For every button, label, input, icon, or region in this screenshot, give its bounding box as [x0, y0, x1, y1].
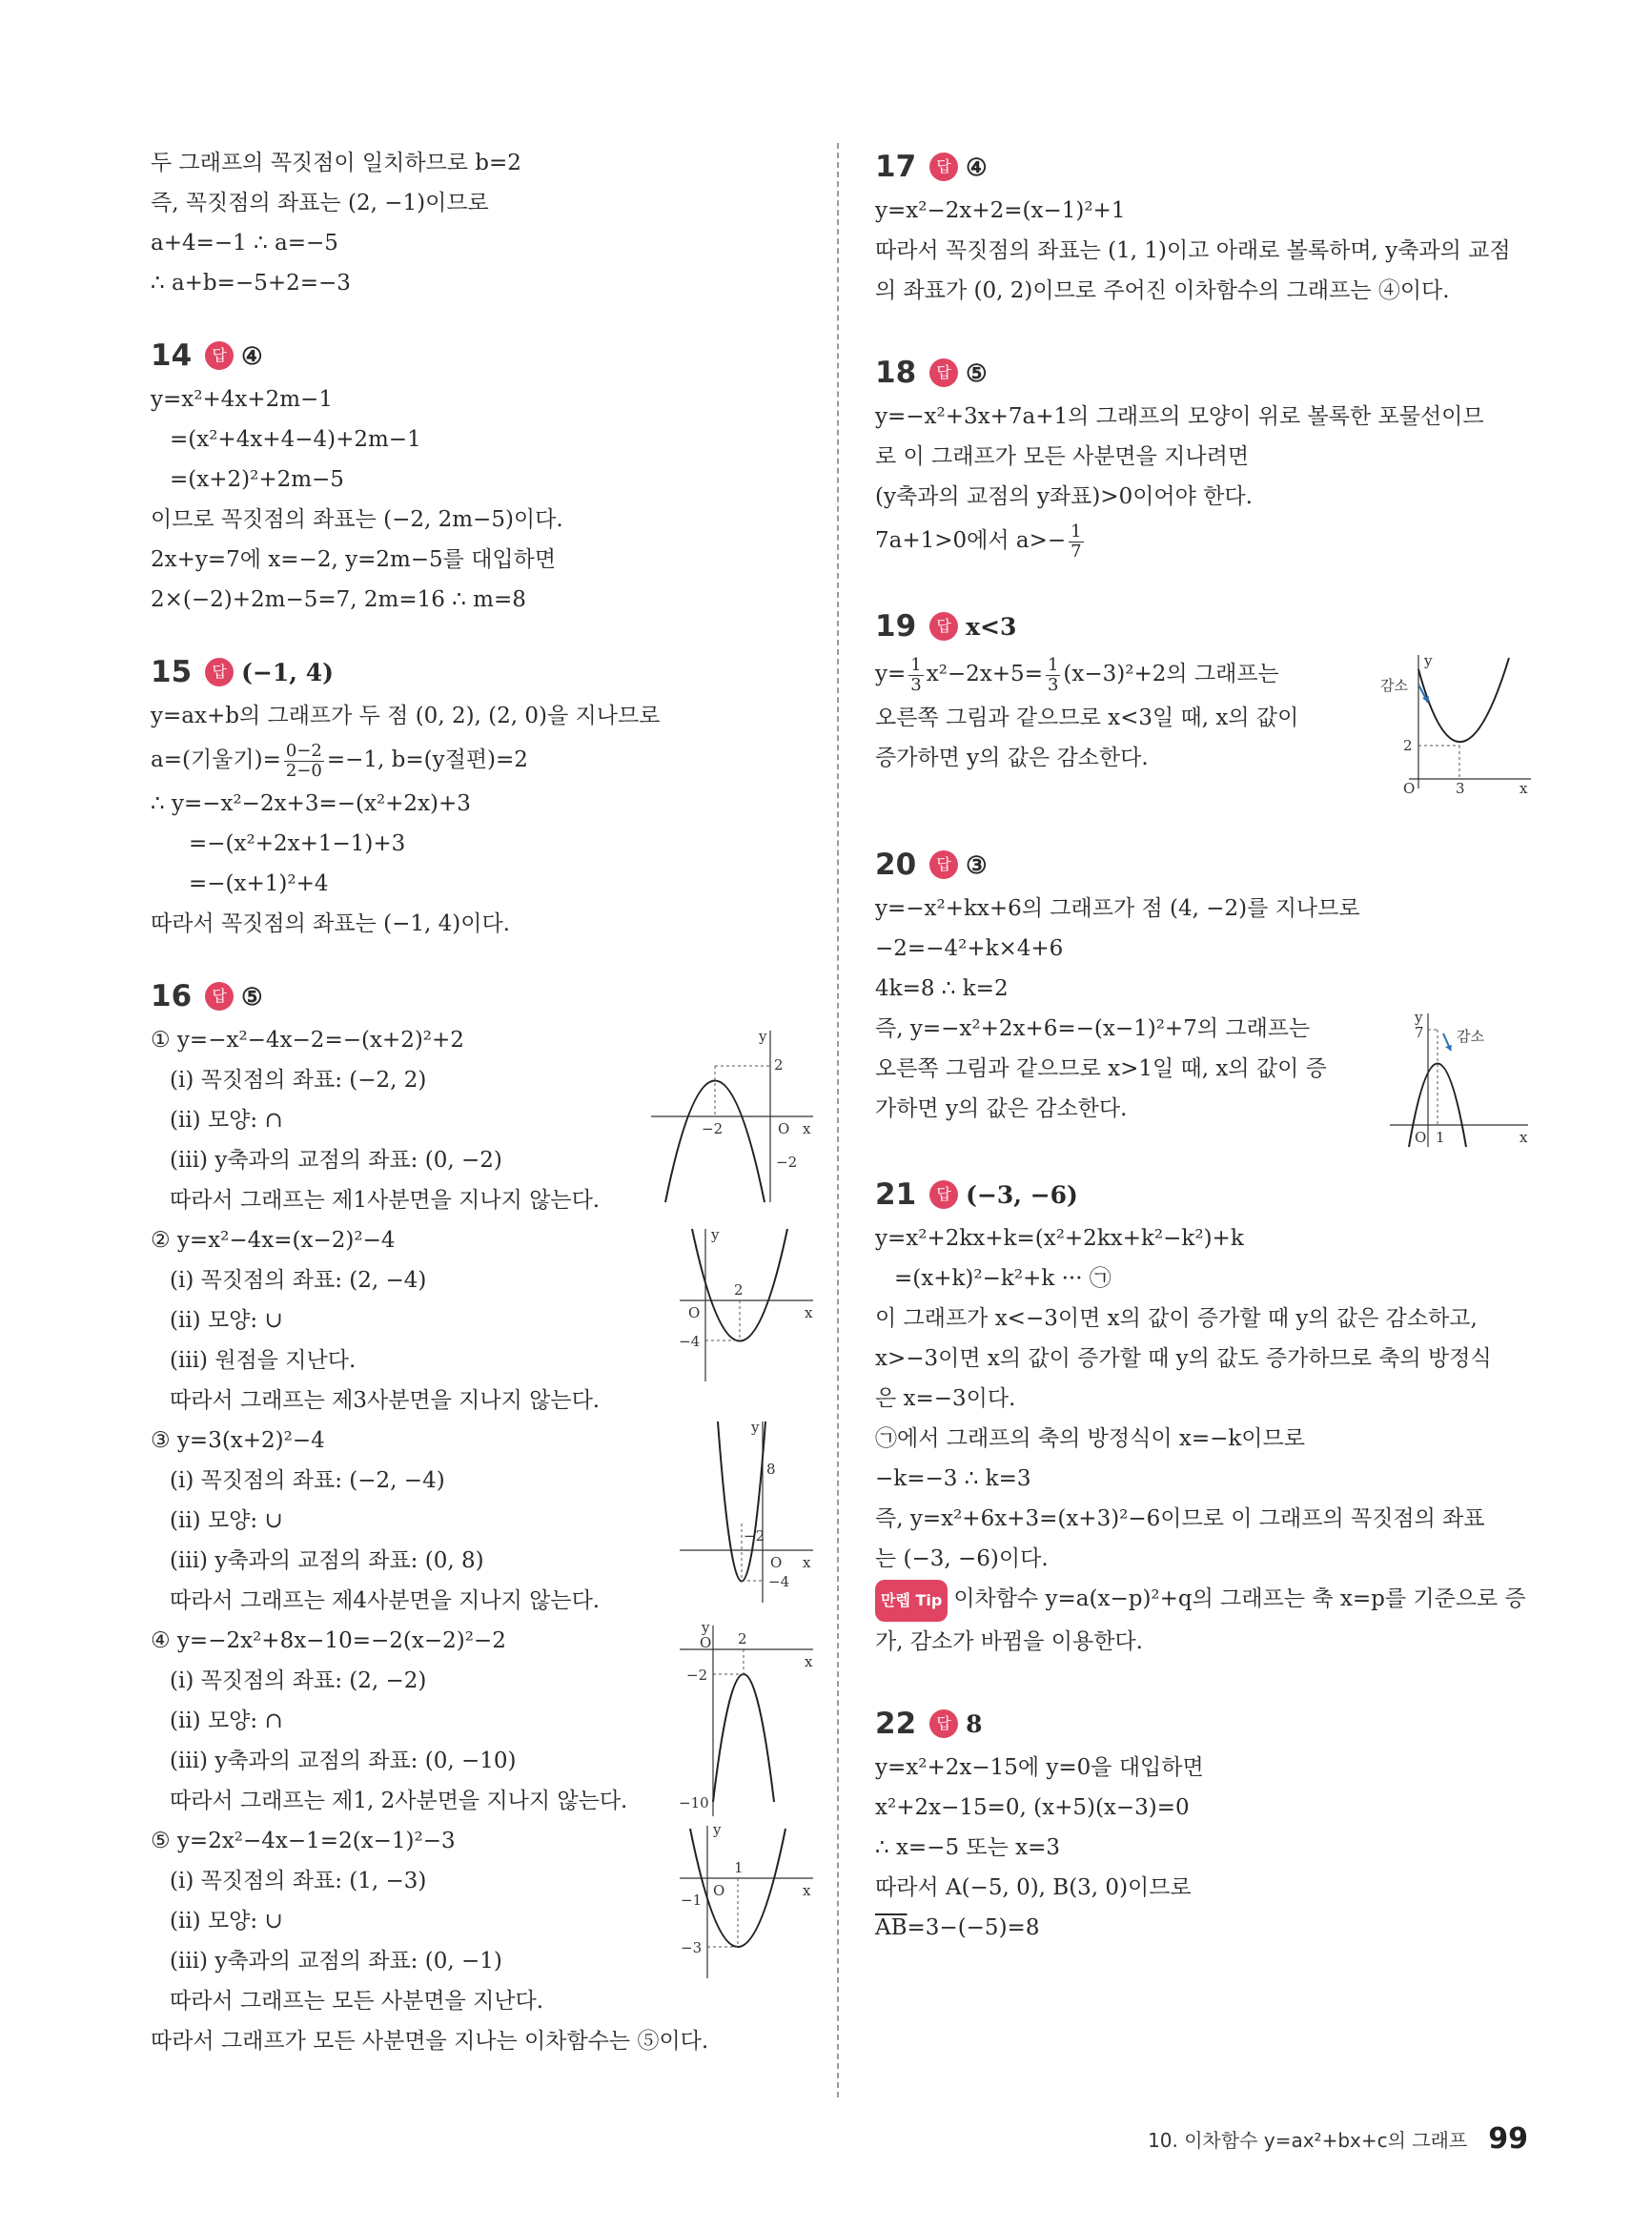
graph-label: −2	[776, 1154, 798, 1171]
solution-line: 이므로 꼭짓점의 좌표는 (−2, 2m−5)이다.	[151, 507, 563, 532]
problem-answer: ④	[241, 341, 263, 370]
text-segment: x²−2x+5=	[926, 662, 1043, 686]
graph-label: x	[1519, 1129, 1528, 1146]
solution-line	[875, 650, 1380, 698]
solution-line	[875, 517, 1533, 564]
tip-line	[875, 1579, 1533, 1622]
problem-answer: ⑤	[241, 982, 263, 1011]
graph-label: y	[1415, 1009, 1423, 1026]
problem-20-body	[875, 1009, 1533, 1152]
fraction-numerator: 1	[1047, 654, 1059, 675]
graph-label: −3	[681, 1939, 703, 1956]
answer-badge: 답	[205, 658, 234, 686]
graph-label: O	[700, 1634, 712, 1651]
choice-line: (ⅲ) y축과의 교점의 좌표: (0, −1)	[170, 1949, 502, 1974]
choice-equation: ⑤ y=2x²−4x−1=2(x−1)²−3	[151, 1829, 456, 1853]
choice-item-5	[151, 1821, 818, 2021]
text-segment: (x−3)²+2의 그래프는	[1063, 662, 1279, 686]
problem-number: 20	[875, 848, 917, 882]
graph-label: 2	[734, 1281, 744, 1299]
solution-line: ∴ y=−x²−2x+3=−(x²+2x)+3	[151, 791, 471, 816]
problem-number: 22	[875, 1707, 917, 1741]
choice-line: (ⅲ) y축과의 교점의 좌표: (0, −10)	[170, 1749, 517, 1773]
choice-equation: ① y=−x²−4x−2=−(x+2)²+2	[151, 1028, 464, 1053]
answer-badge: 답	[929, 1709, 958, 1738]
graph-label: 1	[1436, 1129, 1445, 1146]
graph-label: −2	[744, 1527, 765, 1545]
choice-line: (ⅲ) y축과의 교점의 좌표: (0, 8)	[170, 1548, 484, 1573]
problem-number: 14	[151, 338, 193, 373]
solution-line: 따라서 꼭짓점의 좌표는 (1, 1)이고 아래로 볼록하며, y축과의 교점	[875, 238, 1511, 263]
problem-answer: x<3	[966, 612, 1017, 641]
fraction-denominator: 3	[1047, 674, 1059, 695]
problem-14	[151, 332, 818, 620]
solution-line: (y축과의 교점의 y좌표)>0이어야 한다.	[875, 484, 1253, 509]
solution-line: 의 좌표가 (0, 2)이므로 주어진 이차함수의 그래프는 ④이다.	[875, 278, 1450, 303]
choice-line: (ⅰ) 꼭짓점의 좌표: (1, −3)	[170, 1869, 427, 1893]
choice-line: (ⅰ) 꼭짓점의 좌표: (−2, −4)	[170, 1468, 445, 1493]
answer-badge: 답	[929, 612, 958, 641]
problem-answer: ④	[966, 153, 988, 181]
solution-line: 4k=8 ∴ k=2	[875, 976, 1009, 1001]
graph-label: −2	[702, 1120, 724, 1137]
solution-line: 2x+y=7에 x=−2, y=2m−5를 대입하면	[151, 547, 557, 572]
problem-answer: ⑤	[966, 358, 988, 387]
text-segment: y=	[875, 662, 907, 686]
solution-line: 오른쪽 그림과 같으므로 x>1일 때, x의 값이 증	[875, 1056, 1327, 1081]
graph-choice-2	[675, 1224, 818, 1386]
fraction-denominator: 7	[1071, 541, 1082, 562]
right-column	[875, 143, 1533, 1948]
solution-line: =−(x+1)²+4	[189, 871, 329, 896]
problem-20	[875, 841, 1533, 1152]
choice-line: 따라서 그래프는 제3사분면을 지나지 않는다.	[170, 1388, 601, 1413]
choice-line: (ⅱ) 모양: ∪	[170, 1308, 283, 1333]
column-divider	[837, 143, 839, 2097]
problem-19	[875, 603, 1533, 793]
fraction	[284, 742, 324, 781]
problem-header	[151, 648, 818, 696]
problem-15	[151, 648, 818, 944]
graph-label: 2	[774, 1056, 784, 1074]
fraction-numerator: 0−2	[285, 740, 322, 761]
solution-line: 증가하면 y의 값은 감소한다.	[875, 746, 1149, 770]
tip-line: 가, 감소가 바뀜을 이용한다.	[875, 1629, 1143, 1654]
graph-choice-3	[675, 1417, 818, 1607]
solution-line: y=−x²+3x+7a+1의 그래프의 모양이 위로 볼록한 포물선이므	[875, 404, 1484, 429]
chapter-title: 10. 이차함수 y=ax²+bx+c의 그래프	[1148, 2129, 1468, 2152]
choice-item-1	[151, 1020, 818, 1220]
conclusion-line: 따라서 그래프가 모든 사분면을 지나는 이차함수는 ⑤이다.	[151, 2029, 709, 2054]
choice-line: (ⅱ) 모양: ∪	[170, 1508, 283, 1533]
solution-line: 따라서 꼭짓점의 좌표는 (−1, 4)이다.	[151, 911, 510, 936]
solution-line: x²+2x−15=0, (x+5)(x−3)=0	[875, 1795, 1190, 1820]
choice-line: (ⅰ) 꼭짓점의 좌표: (2, −2)	[170, 1668, 427, 1693]
intro-line: 두 그래프의 꼭짓점이 일치하므로 b=2	[151, 151, 521, 175]
problem-number: 19	[875, 609, 917, 644]
choice-line: (ⅱ) 모양: ∩	[170, 1708, 283, 1733]
problem-18	[875, 349, 1533, 564]
text-segment: a=(기울기)=	[151, 747, 281, 772]
graph-choice-1	[646, 1026, 818, 1207]
graph-label: O	[1415, 1129, 1427, 1146]
fraction-denominator: 2−0	[285, 760, 322, 781]
graph-label: 감소	[1457, 1028, 1484, 1045]
graph-label: x	[803, 1120, 811, 1137]
solution-line: =(x+2)²+2m−5	[170, 467, 344, 492]
solution-line: 가하면 y의 값은 감소한다.	[875, 1096, 1128, 1121]
solution-line: 즉, y=x²+6x+3=(x+3)²−6이므로 이 그래프의 꼭짓점의 좌표	[875, 1506, 1485, 1531]
problem-22	[875, 1700, 1533, 1948]
solution-line: =(x+k)²−k²+k ··· ㉠	[894, 1266, 1112, 1291]
problem-number: 17	[875, 150, 917, 184]
solution-line: 은 x=−3이다.	[875, 1386, 1016, 1411]
graph-choice-4	[675, 1621, 818, 1821]
answer-badge: 답	[929, 358, 958, 387]
problem-16	[151, 972, 818, 2061]
graph-label: O	[713, 1882, 725, 1899]
text-segment: =3−(−5)=8	[907, 1915, 1040, 1940]
intro-block	[151, 143, 818, 303]
graph-label: 감소	[1380, 677, 1408, 694]
solution-line: 이 그래프가 x<−3이면 x의 값이 증가할 때 y의 값은 감소하고,	[875, 1306, 1478, 1331]
left-column	[151, 143, 818, 2061]
problem-number: 16	[151, 979, 193, 1013]
fraction	[908, 656, 923, 695]
problem-header	[875, 841, 1533, 889]
page-footer	[1148, 2122, 1528, 2156]
solution-line: ∴ x=−5 또는 x=3	[875, 1835, 1061, 1860]
graph-label: O	[1403, 780, 1416, 793]
solution-line: 오른쪽 그림과 같으므로 x<3일 때, x의 값이	[875, 706, 1299, 730]
problem-number: 21	[875, 1177, 917, 1212]
choice-line: (ⅲ) y축과의 교점의 좌표: (0, −2)	[170, 1148, 502, 1173]
solution-line: 즉, y=−x²+2x+6=−(x−1)²+7의 그래프는	[875, 1016, 1311, 1041]
choice-item-4	[151, 1621, 818, 1821]
fraction	[1069, 522, 1083, 562]
problem-answer: (−1, 4)	[241, 658, 334, 686]
graph-problem-19	[1361, 650, 1533, 793]
text-segment: 7a+1>0에서 a>−	[875, 528, 1067, 553]
graph-label: y	[702, 1621, 710, 1636]
graph-label: −10	[679, 1794, 709, 1811]
graph-label: 7	[1415, 1024, 1424, 1041]
choice-line: (ⅰ) 꼭짓점의 좌표: (2, −4)	[170, 1268, 427, 1293]
graph-label: 2	[1403, 737, 1413, 754]
solution-line: x>−3이면 x의 값이 증가할 때 y의 값도 증가하므로 축의 방정식	[875, 1346, 1492, 1371]
fraction-denominator: 3	[910, 674, 922, 695]
graph-label: y	[751, 1419, 760, 1436]
graph-label: −1	[681, 1892, 703, 1909]
answer-badge: 답	[929, 850, 958, 879]
graph-label: x	[805, 1653, 813, 1670]
page-number: 99	[1488, 2122, 1528, 2156]
graph-problem-20	[1380, 1009, 1533, 1152]
choice-item-2	[151, 1220, 818, 1421]
graph-label: O	[688, 1304, 701, 1321]
graph-label: O	[770, 1554, 783, 1571]
solution-line: y=ax+b의 그래프가 두 점 (0, 2), (2, 0)을 지나므로	[151, 704, 661, 728]
choice-line: (ⅲ) 원점을 지난다.	[170, 1348, 357, 1373]
choice-line: (ⅱ) 모양: ∩	[170, 1108, 283, 1133]
choice-equation: ④ y=−2x²+8x−10=−2(x−2)²−2	[151, 1628, 506, 1653]
solution-line: 2×(−2)+2m−5=7, 2m=16 ∴ m=8	[151, 587, 526, 612]
fraction-numerator: 1	[910, 654, 922, 675]
problem-header	[875, 143, 1533, 191]
problem-number: 18	[875, 356, 917, 390]
solution-line: −k=−3 ∴ k=3	[875, 1466, 1031, 1491]
problem-header	[875, 349, 1533, 397]
graph-label: 2	[738, 1630, 747, 1647]
choice-line: 따라서 그래프는 모든 사분면을 지난다.	[170, 1989, 544, 2014]
answer-badge: 답	[205, 341, 234, 370]
choice-item-3	[151, 1421, 818, 1621]
solution-line: 따라서 A(−5, 0), B(3, 0)이므로	[875, 1875, 1192, 1900]
problem-header	[875, 603, 1533, 650]
graph-label: x	[805, 1304, 813, 1321]
fraction	[1046, 656, 1060, 695]
solution-line: y=x²−2x+2=(x−1)²+1	[875, 198, 1126, 223]
graph-choice-5	[675, 1821, 818, 1983]
graph-label: x	[803, 1554, 811, 1571]
graph-label: O	[778, 1120, 790, 1137]
intro-line: 즉, 꼭짓점의 좌표는 (2, −1)이므로	[151, 191, 489, 215]
solution-line: =−(x²+2x+1−1)+3	[189, 831, 406, 856]
answer-badge: 답	[929, 153, 958, 181]
problem-number: 15	[151, 655, 193, 689]
solution-line: −2=−4²+k×4+6	[875, 936, 1064, 961]
solution-line: 는 (−3, −6)이다.	[875, 1546, 1049, 1571]
problem-header	[151, 972, 818, 1020]
choice-line: 따라서 그래프는 제1사분면을 지나지 않는다.	[170, 1188, 601, 1213]
solution-line: ㉠에서 그래프의 축의 방정식이 x=−k이므로	[875, 1426, 1305, 1451]
graph-label: 8	[766, 1461, 776, 1478]
problem-19-body	[875, 650, 1533, 793]
tip-text: 이차함수 y=a(x−p)²+q의 그래프는 축 x=p를 기준으로 증	[953, 1586, 1526, 1611]
intro-line: a+4=−1 ∴ a=−5	[151, 231, 338, 256]
problem-17	[875, 143, 1533, 311]
graph-label: −4	[679, 1333, 701, 1350]
choice-line: 따라서 그래프는 제1, 2사분면을 지나지 않는다.	[170, 1789, 628, 1813]
problem-header	[875, 1700, 1533, 1748]
solution-line	[151, 736, 818, 784]
choice-line: (ⅰ) 꼭짓점의 좌표: (−2, 2)	[170, 1068, 427, 1093]
solution-line: y=x²+2x−15에 y=0을 대입하면	[875, 1755, 1204, 1780]
graph-label: 1	[734, 1859, 744, 1876]
solution-line: =(x²+4x+4−4)+2m−1	[170, 427, 421, 452]
problem-21	[875, 1171, 1533, 1662]
graph-label: y	[711, 1226, 720, 1243]
solution-line: y=−x²+kx+6의 그래프가 점 (4, −2)를 지나므로	[875, 896, 1360, 921]
solution-line	[875, 1908, 1533, 1948]
problem-header	[151, 332, 818, 379]
intro-line: ∴ a+b=−5+2=−3	[151, 271, 351, 296]
segment-ab: $\overline{AB}$	[875, 1915, 908, 1940]
graph-label: x	[1519, 780, 1528, 793]
graph-label: y	[713, 1821, 722, 1838]
graph-label: −2	[686, 1667, 708, 1684]
graph-label: 3	[1456, 780, 1465, 793]
problem-header	[875, 1171, 1533, 1218]
graph-label: x	[803, 1882, 811, 1899]
tip-badge: 만렙 Tip	[875, 1580, 948, 1622]
choice-equation: ③ y=3(x+2)²−4	[151, 1428, 325, 1453]
graph-label: y	[1424, 652, 1433, 669]
solution-line: y=x²+2kx+k=(x²+2kx+k²−k²)+k	[875, 1226, 1244, 1251]
choice-equation: ② y=x²−4x=(x−2)²−4	[151, 1228, 396, 1253]
graph-label: y	[759, 1028, 767, 1045]
problem-answer: 8	[966, 1709, 983, 1738]
graph-label: −4	[768, 1573, 790, 1590]
choice-line: 따라서 그래프는 제4사분면을 지나지 않는다.	[170, 1588, 601, 1613]
fraction-numerator: 1	[1071, 521, 1082, 542]
problem-answer: ③	[966, 850, 988, 879]
solution-line: 로 이 그래프가 모든 사분면을 지나려면	[875, 444, 1250, 469]
problem-answer: (−3, −6)	[966, 1180, 1078, 1209]
choice-line: (ⅱ) 모양: ∪	[170, 1909, 283, 1933]
solution-line: y=x²+4x+2m−1	[151, 387, 333, 412]
answer-badge: 답	[929, 1180, 958, 1209]
answer-badge: 답	[205, 982, 234, 1011]
text-segment: =−1, b=(y절편)=2	[326, 747, 528, 772]
